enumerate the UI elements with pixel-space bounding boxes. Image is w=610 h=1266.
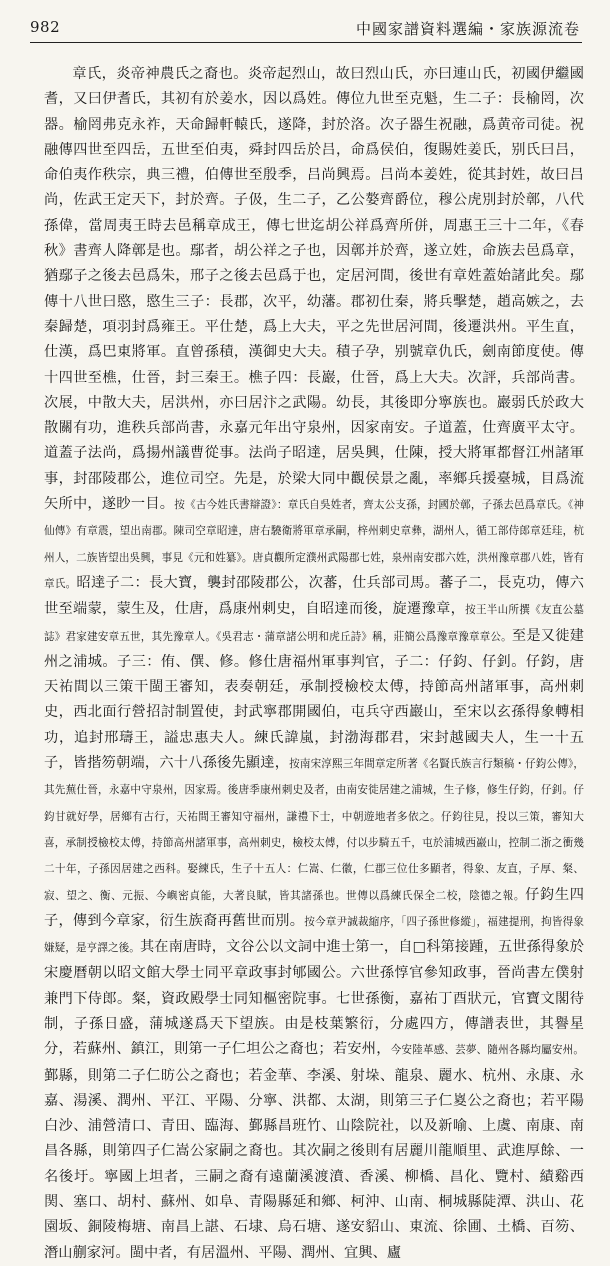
inline-annotation: 按南宋淳熙三年間章定所著《名賢氏族言行類稿・仔鈞公傳》，其先蕪仕晉，永嘉中守泉州，因家焉。後唐季康州刺史及者，由南安徙居建之浦城，生子修，修生仔鈞，仔釗。仔鈞甘就好學，居鄉有古行，天祐間王審知守福州，謙禮下士，中朝遊地者多依之。仔鈞往見，投以三策，審知大喜，承制授檢校太傅，持節高州諸軍事，高州刺史，檢校太傅，付以步騎五千，屯於浦城西巖山，控制二浙之衝幾二十年，子孫因居建之西科。娶練氏，生子十五人：仁嵩、仁徽，仁郡三位仕多顯者，得象、友直，子厚、粲、寂、望之、衡、元振、今嶼密貞能，大著良賦，皆其諸孫也。世傳以爲練氏保全二校，陰德之報。 bbox=[44, 758, 584, 902]
paragraph-segment: 章氏，炎帝神農氏之裔也。炎帝起烈山，故曰烈山氏，亦曰連山氏，初國伊繼國耆，又曰伊耆氏，其初有於姜水，因以爲姓。傳位九世至克魁，生二子：長榆罔，次器。榆罔弗克永祚，天命歸軒轅氏，遂降，封於洛。次子器生祝融，爲黄帝司徒。祝融傳四世至四岳，五世至伯夷，舜封四岳於吕，命爲侯伯，復賜姓姜氏，别氏曰吕，命伯夷作秩宗，典三禮，伯傳世至殷季，吕尚興焉。吕尚本姜姓，從其封姓，故曰吕尚，佐武王定天下，封於齊。子伋，生二子，乙公嫯齊爵位，穆公虎別封於鄣，八代孫偉，當周夷王時去邑稱章成王，傳七世迄胡公祥爲齊所併，周惠王三十二年，《春秋》書齊人降鄣是也。鄢者，胡公祥之子也，因鄣并於齊，遂立姓，命族去邑爲章，猶鄢子之後去邑爲朱，邢子之後去邑爲于也，定居河間，後世有章姓蓋始諸此矣。鄢傳十八世曰愍，愍生三子：長郡，次平，幼藩。郡初仕秦，將兵擊楚，趙高嫉之，去秦歸楚，項羽封爲雍王。平仕楚，爲上大夫，平之先世居河間，後遷洪州。平生直，仕漢，爲巴東將軍。直曾孫積，漢御史大夫。積子孕，别號章仇氏，劍南節度使。傳十四世至樵，仕晉，封三秦王。樵子四：長巖，仕晉，爲上大夫。次評，兵部尚書。次展，中散大夫，居洪州，亦曰居汴之武陽。幼長，其後即分寧族也。巖弱氏於政大散關有功，進秩兵部尚書，永嘉元年出守泉州，因家南安。子道蓋，仕齊廣平太守。道蓋子法尚，爲揚州議曹從事。法尚子昭達，居吳興，仕陳，授大將軍都督江州諸軍事，封邵陵郡公，進位司空。先是，於梁大同中觀侯景之亂，率鄉兵援臺城，目爲流矢所中，遂眇一目。 bbox=[44, 66, 584, 513]
running-title: 中國家譜資料選編・家族源流卷 bbox=[355, 20, 580, 38]
paragraph-segment: 昭達子二：長大寶，襲封邵陵郡公，次蕃，仕兵部司馬。蕃子二，長克功，傳六世至端蒙，蒙生及，仕唐，爲康州刺史，自昭達而後，旋遷豫章， bbox=[44, 574, 584, 618]
inline-annotation: 按王半山所撰《友直公墓誌》君家建安章五世，其先豫章人。《吳君志・蒲章諸公明和虎丘詩》稱，莊簡公爲豫章豫章章公。 bbox=[44, 604, 584, 643]
paragraph-segment: 至是又徙建州之浦城。子三：侑、僎、修。修仕唐福州軍事判官，子二：仔鈞、仔釗。仔鈞，唐天祐間以三策干閩王審知，表奏朝廷，承制授檢校太傅，持節高州諸軍事，高州刺史，西北面行營招討制置使，封武寧郡開國伯，屯兵守西巖山，至宋以玄孫得象轉相功，追封邢璹王，謚忠惠夫人。練氏諱嵐，封渤海郡君，宋封越國夫人，生一十五子，皆揩笏朝端，六十八孫後先顯達， bbox=[44, 627, 584, 772]
paragraph-segment: 其在南唐時，文谷公以文詞中進士第一，自□科第接踵，五世孫得象於宋慶曆朝以昭文館大學士同平章政事封郇國公。六世孫惇官參知政事，晉尚書左僕射兼門下侍郎。粲，資政殿學士同知樞密院事。七世孫衡，嘉祐丁酉狀元，官寶文閣待制，子孫日盛，蒲城遂爲天下望族。由是枝葉繁衍，分處四方，傳譜表世，其譽星分，若蘇州、鎮江，則第一子仁坦公之裔也；若安州， bbox=[44, 939, 585, 1058]
inline-annotation: 今安陸革感、芸夢、隨州各縣均屬安州。 bbox=[390, 1044, 584, 1057]
inline-annotation: 按今章尹誠裁縮序，「四子孫世修縱」，福建提刑，拘皆得象嫌疑，是亨譯之後。 bbox=[44, 915, 584, 955]
paragraph-segment: 鄞縣，則第二子仁昉公之裔也；若金華、李溪、射垛、龍泉、麗水、杭州、永康、永嘉、湯溪、潤州、平江、平陽、分寧、洪都、太湖，則第三子仁嵏公之裔也；若平陽白沙、浦營清口、青田、臨海、鄞縣昌班竹、山陰院社，以及新喻、上虞、南康、南昌各縣，則第四子仁嵩公家嗣之裔也。其次嗣之後則有居麗川龍順里、武進厚餘、一名後圩。寧國上坦者，三嗣之裔有遠蘭溪渡濆、香溪、柳橋、昌化、覽村、績谿西関、塞口、胡村、蘇州、如阜、青陽縣延和鄉、柯沖、山南、桐城縣陡潭、洪山、花園坂、銅陵梅塘、南昌上諶、石埭、烏石塘、遂安貂山、東流、徐圃、土橋、百笏、潛山蒯家河。閩中者，有居溫州、平陽、潤州、宜興、廬 bbox=[44, 1067, 584, 1261]
page-header bbox=[0, 0, 610, 44]
inline-annotation: 按《古今姓氏書辯證》：章氏自吳姓者，齊太公支孫，封國於鄣，子孫去邑爲章氏。《神仙傳》有章震，望出南郡。陳司空章昭達，唐右驍衛將軍章承嗣，梓州刺史章彝，湖州人，循工部侍郎章廷珪，杭州人，二族皆望出吳興，事見《元和姓纂》。唐貞觀所定濮州武陽郡七姓，泉州南安郡六姓，洪州豫章郡八姓，皆有章氏。 bbox=[44, 499, 584, 590]
paragraph-segment: 仔鈞生四子，傳到今章家，衍生族裔再舊世而別。 bbox=[44, 886, 584, 929]
main-text bbox=[44, 62, 585, 1261]
header-rule bbox=[30, 42, 582, 43]
page-number: 982 bbox=[30, 18, 61, 36]
